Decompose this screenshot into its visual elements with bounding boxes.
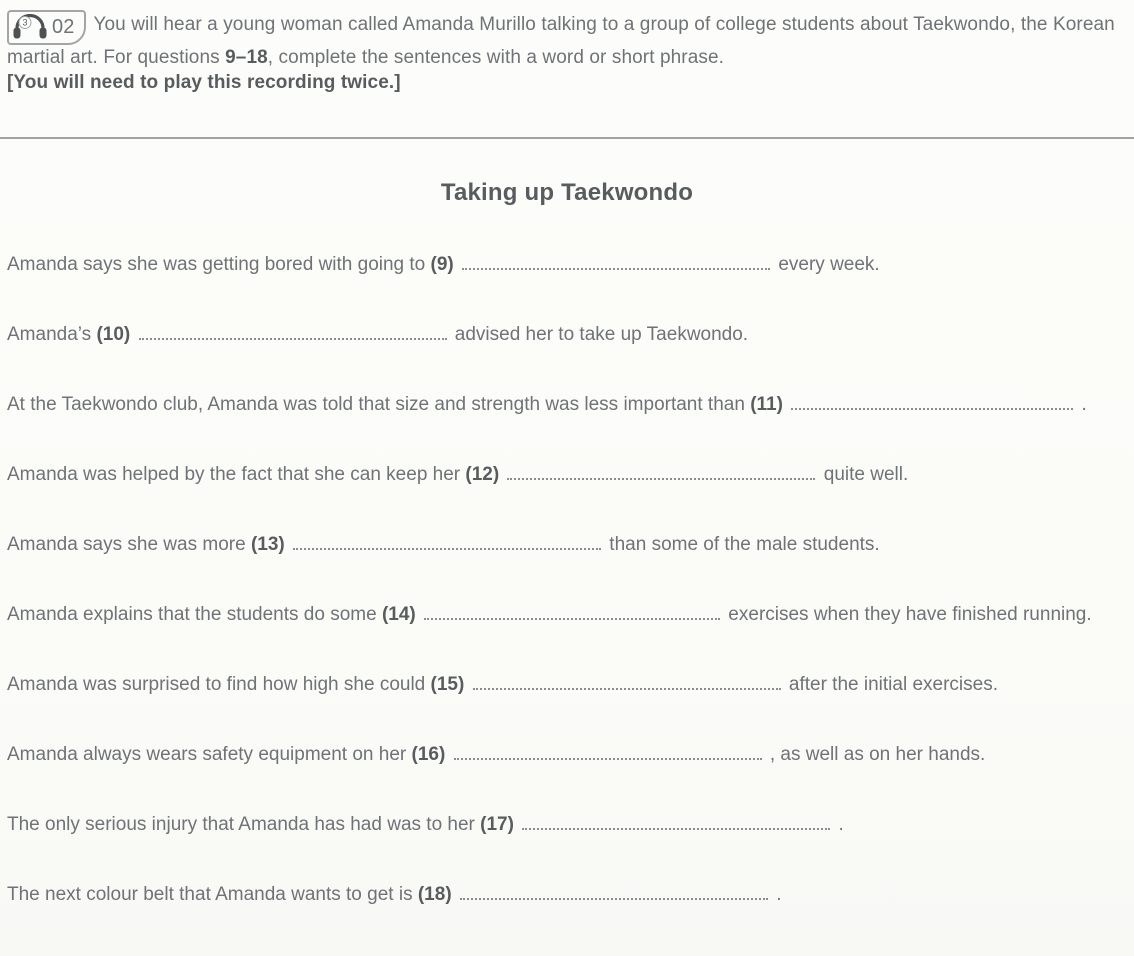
question-text-after: advised her to take up Taekwondo.: [449, 324, 749, 345]
question-text-before: Amanda says she was more: [7, 534, 251, 555]
questions-list: [7, 252, 1127, 907]
answer-blank: [791, 396, 1073, 410]
question-row: [7, 672, 1127, 697]
question-text-after: quite well.: [818, 464, 909, 485]
question-text-after: , as well as on her hands.: [764, 744, 986, 765]
audio-track-badge: [7, 10, 86, 45]
question-text-after: .: [770, 884, 782, 905]
question-row: [7, 462, 1127, 487]
question-row: [7, 812, 1127, 837]
answer-blank: [293, 536, 601, 550]
worksheet-title: Taking up Taekwondo: [440, 179, 694, 206]
headphones-icon: [12, 14, 48, 41]
question-number: (11): [750, 394, 783, 415]
answer-blank: [462, 256, 770, 270]
question-text-before: At the Taekwondo club, Amanda was told that size and strength was less important than: [7, 394, 751, 415]
question-text-before: Amanda was surprised to find how high she could: [7, 674, 431, 695]
question-text-before: The next colour belt that Amanda wants to get is: [7, 884, 418, 905]
question-number: (13): [250, 534, 285, 555]
question-text-before: Amanda always wears safety equipment on her: [7, 744, 412, 765]
instructions-text-2: , complete the sentences with a word or short phrase.: [267, 47, 725, 68]
answer-blank: [522, 816, 830, 830]
answer-blank: [424, 606, 720, 620]
question-number: (10): [96, 324, 131, 345]
track-number-label: 02: [52, 16, 75, 38]
question-number: (18): [417, 884, 452, 905]
question-text-after: .: [833, 814, 844, 835]
question-row: [7, 602, 1127, 627]
question-number: (9): [430, 254, 454, 275]
answer-blank: [139, 326, 447, 340]
question-row: [7, 252, 1127, 277]
questions-range: 9–18: [225, 47, 268, 68]
question-row: [7, 322, 1127, 347]
question-number: (12): [465, 464, 500, 485]
question-text-before: Amanda explains that the students do some: [7, 604, 382, 625]
question-text-after: after the initial exercises.: [783, 674, 998, 695]
answer-blank: [454, 746, 762, 760]
question-text-before: Amanda was helped by the fact that she can keep her: [7, 464, 466, 485]
question-text-after: than some of the male students.: [604, 534, 880, 555]
question-text-after: .: [1076, 394, 1087, 415]
question-row: [7, 742, 1127, 767]
question-text-before: Amanda says she was getting bored with going to: [7, 254, 431, 275]
question-number: (17): [480, 814, 514, 835]
recording-note: [You will need to play this recording twice.]: [7, 72, 401, 93]
question-text-after: exercises when they have finished running.: [723, 604, 1092, 625]
question-text-after: every week.: [773, 254, 880, 275]
question-row: [7, 392, 1127, 417]
instructions-paragraph: [7, 10, 1127, 95]
question-row: [7, 532, 1127, 557]
question-number: (16): [411, 744, 446, 765]
question-text-before: The only serious injury that Amanda has had was to her: [7, 814, 481, 835]
question-text-before: Amanda’s: [7, 324, 97, 345]
answer-blank: [507, 466, 815, 480]
instructions-text: You will hear a young woman called Amanda Murillo talking to a group of college students about Taekwondo, the Korean martial art. For questions: [7, 14, 1115, 68]
answer-blank: [473, 676, 781, 690]
answer-blank: [460, 886, 768, 900]
question-number: (14): [381, 604, 416, 625]
question-number: (15): [430, 674, 465, 695]
badge-disc-number: 3: [22, 17, 28, 28]
section-divider: [0, 137, 1134, 139]
question-row: [7, 882, 1127, 907]
